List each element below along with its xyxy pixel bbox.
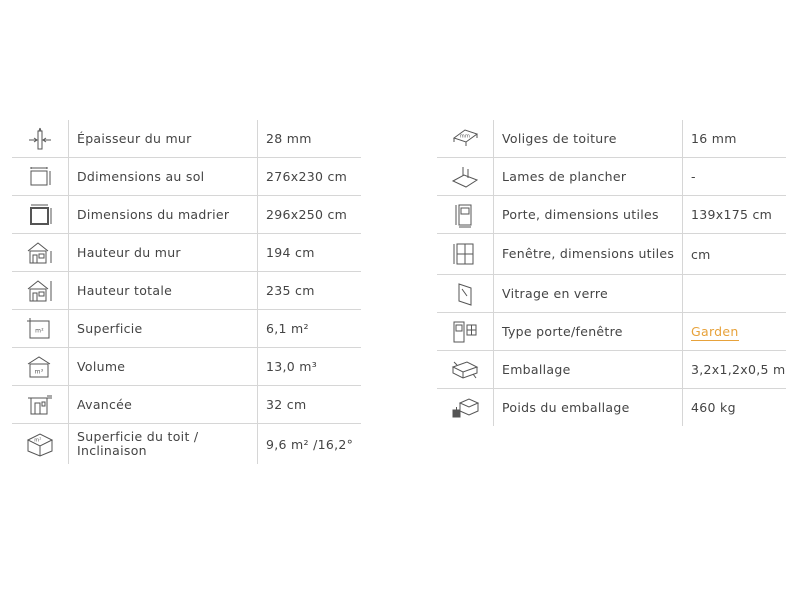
spec-row: [437, 196, 786, 234]
spec-label: Hauteur du mur: [69, 234, 258, 272]
spec-value: cm: [683, 234, 787, 275]
spec-value: -: [683, 158, 787, 196]
spec-label: Superficie du toit / Inclinaison: [69, 424, 258, 465]
area-icon-label: m²: [35, 327, 44, 334]
spec-value: 6,1 m²: [258, 310, 362, 348]
spec-row: [437, 158, 786, 196]
area-icon: [25, 316, 55, 342]
spec-row: [12, 120, 361, 158]
spec-label: Hauteur totale: [69, 272, 258, 310]
spec-row: [12, 386, 361, 424]
spec-row: [12, 158, 361, 196]
volume-icon: [25, 354, 55, 380]
spec-label: Porte, dimensions utiles: [494, 196, 683, 234]
spec-row: [12, 310, 361, 348]
spec-value: 28 mm: [258, 120, 362, 158]
wall-height-icon: [25, 240, 55, 266]
roof-boards-icon-label: mm: [459, 133, 471, 139]
spec-value: 194 cm: [258, 234, 362, 272]
spec-value: 3,2x1,2x0,5 m: [683, 351, 787, 389]
spec-value: 13,0 m³: [258, 348, 362, 386]
roof-area-icon-label: m²: [34, 437, 42, 444]
spec-row: [437, 351, 786, 389]
specs-table-right: [437, 120, 786, 426]
spec-value: 16 mm: [683, 120, 787, 158]
floor-boards-icon: [450, 164, 480, 190]
spec-value: 32 cm: [258, 386, 362, 424]
total-height-icon: [25, 278, 55, 304]
spec-row: [12, 424, 361, 465]
spec-row: [437, 313, 786, 351]
spec-row: [437, 234, 786, 275]
spec-row: [437, 389, 786, 427]
spec-row: [12, 348, 361, 386]
spec-label: Vitrage en verre: [494, 275, 683, 313]
package-weight-icon: [450, 395, 480, 421]
spec-value: 139x175 cm: [683, 196, 787, 234]
spec-label: Voliges de toiture: [494, 120, 683, 158]
spec-value: 460 kg: [683, 389, 787, 427]
spec-label: Fenêtre, dimensions utiles: [494, 234, 683, 275]
wall-thickness-icon: [25, 126, 55, 152]
spec-label: Dimensions du madrier: [69, 196, 258, 234]
window-icon: [450, 241, 480, 267]
glazing-icon: [450, 281, 480, 307]
spec-label: Ddimensions au sol: [69, 158, 258, 196]
spec-label: Type porte/fenêtre: [494, 313, 683, 351]
volume-icon-label: m³: [34, 368, 44, 375]
spec-label: Épaisseur du mur: [69, 120, 258, 158]
spec-label: Lames de plancher: [494, 158, 683, 196]
spec-row: [12, 196, 361, 234]
roof-area-icon: [25, 431, 55, 457]
spec-label: Superficie: [69, 310, 258, 348]
spec-label: Emballage: [494, 351, 683, 389]
spec-value: 9,6 m² /16,2°: [258, 424, 362, 465]
spec-value: 296x250 cm: [258, 196, 362, 234]
spec-row: [12, 272, 361, 310]
door-icon: [450, 202, 480, 228]
spec-value: 235 cm: [258, 272, 362, 310]
beam-dimensions-icon: [25, 202, 55, 228]
spec-label: Volume: [69, 348, 258, 386]
overhang-icon: [25, 392, 55, 418]
door-window-type-icon: [450, 319, 480, 345]
spec-row: [437, 275, 786, 313]
spec-label: Poids du emballage: [494, 389, 683, 427]
spec-row: [437, 120, 786, 158]
door-window-type-link[interactable]: Garden: [691, 324, 739, 339]
specs-table-left: [12, 120, 361, 464]
spec-value: 276x230 cm: [258, 158, 362, 196]
floor-dimensions-icon: [25, 164, 55, 190]
spec-row: [12, 234, 361, 272]
roof-boards-icon: [450, 126, 480, 152]
spec-value: [683, 275, 787, 313]
spec-label: Avancée: [69, 386, 258, 424]
packaging-icon: [450, 357, 480, 383]
